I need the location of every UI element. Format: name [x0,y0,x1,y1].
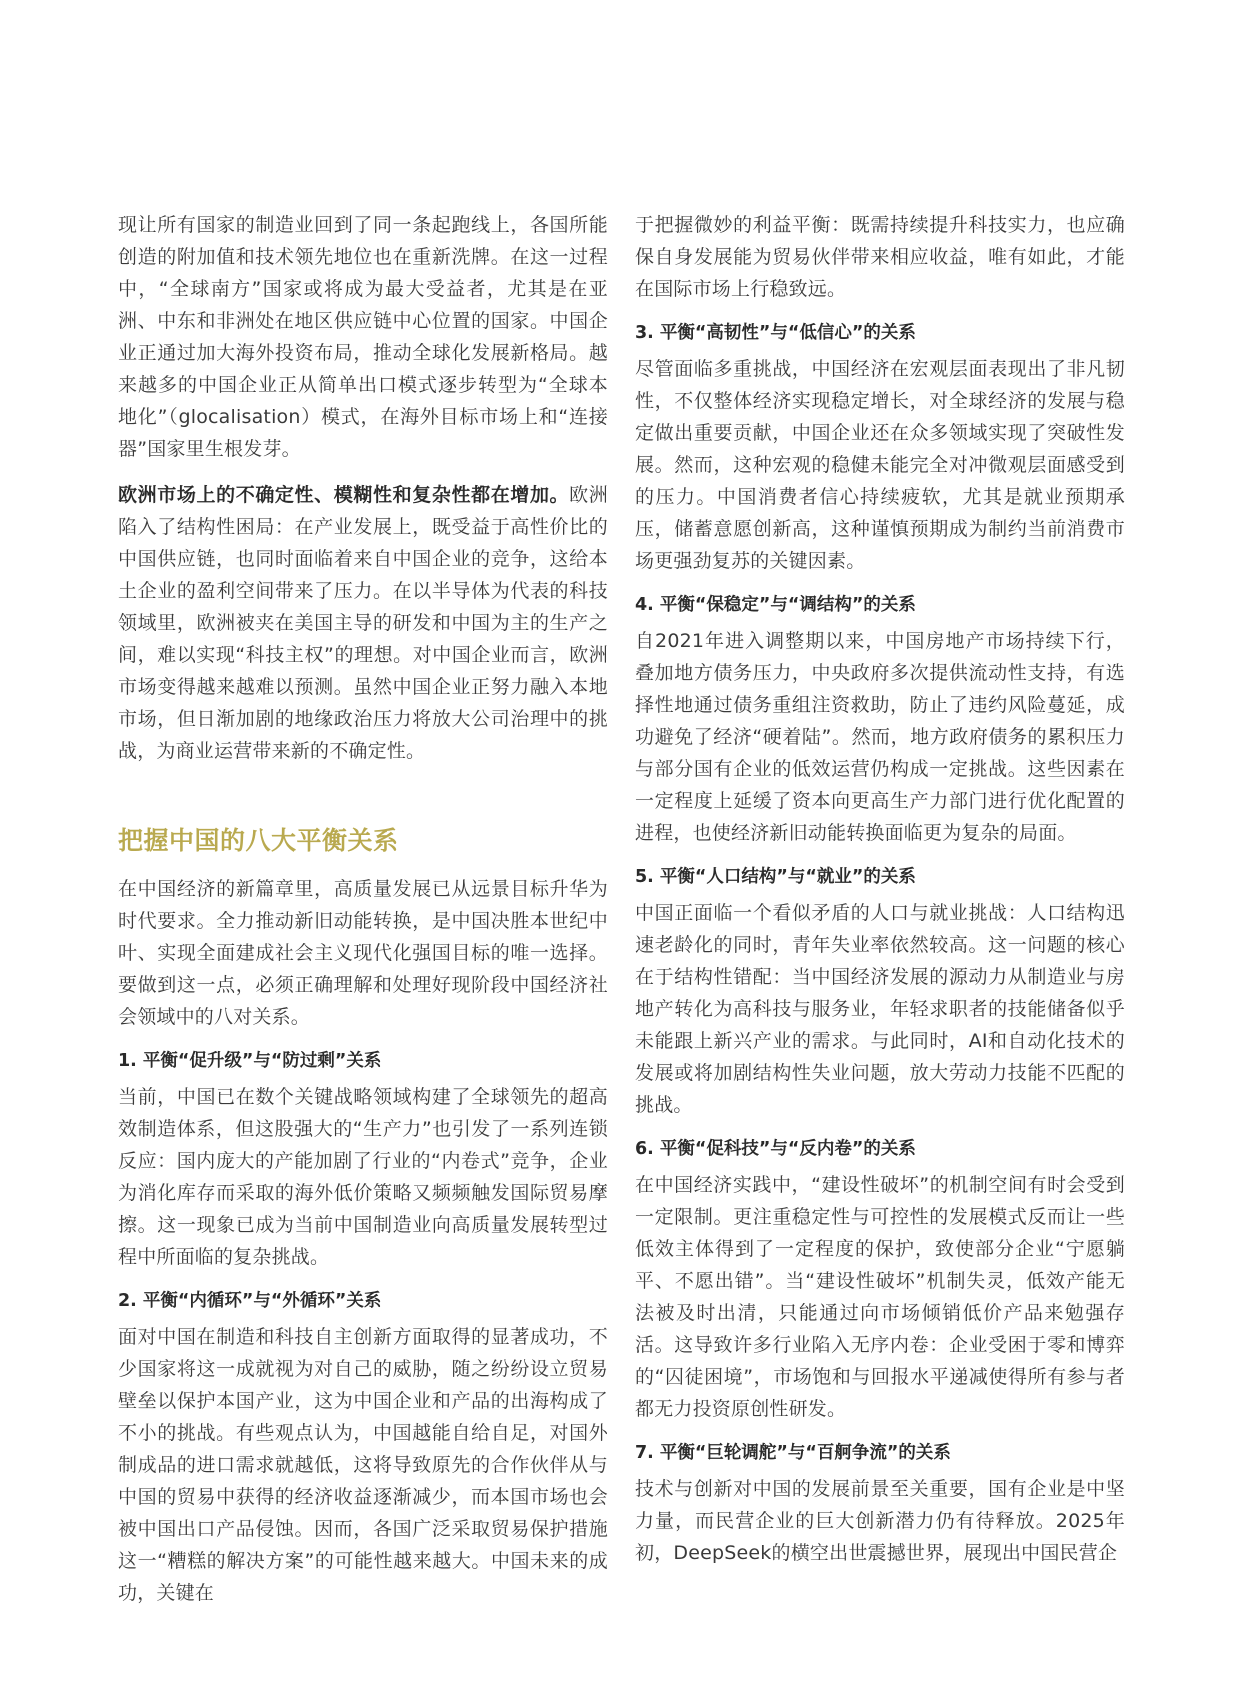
body-paragraph: 当前，中国已在数个关键战略领域构建了全球领先的超高效制造体系，但这股强大的“生产力”也引发了一系列连锁反应：国内庞大的产能加剧了行业的“内卷式”竞争，企业为消化库存而采取的海外低价策略又频频触发国际贸易摩擦。这一现象已成为当前中国制造业向高质量发展转型过程中所面临的复杂挑战。 [118,1086,608,1268]
paragraph-body: 欧洲陷入了结构性困局：在产业发展上，既受益于高性价比的中国供应链，也同时面临着来自中国企业的竞争，这给本土企业的盈利空间带来了压力。在以半导体为代表的科技领域里，欧洲被夹在美国主导的研发和中国为主的生产之间，难以实现“科技主权”的理想。对中国企业而言，欧洲市场变得越来越难以预测。虽然中国企业正努力融入本地市场，但日渐加剧的地缘政治压力将放大公司治理中的挑战，为商业运营带来新的不确定性。 [118,484,608,762]
subheading-2: 2. 平衡“内循环”与“外循环”关系 [118,1291,382,1311]
subheading-5: 5. 平衡“人口结构”与“就业”的关系 [635,867,916,887]
body-paragraph: 面对中国在制造和科技自主创新方面取得的显著成功，不少国家将这一成就视为对自己的威胁，随之纷纷设立贸易壁垒以保护本国产业，这为中国企业和产品的出海构成了不小的挑战。有些观点认为，中国越能自给自足，对国外制成品的进口需求就越低，这将导致原先的合作伙伴从与中国的贸易中获得的经济收益逐渐减少，而本国市场也会被中国出口产品侵蚀。因而，各国广泛采取贸易保护措施这一“糟糕的解决方案”的可能性越来越大。中国未来的成功，关键在 [118,1326,608,1604]
left-column [118,209,608,1623]
body-paragraph: 自2021年进入调整期以来，中国房地产市场持续下行，叠加地方债务压力，中央政府多次提供流动性支持，有选择性地通过债务重组注资救助，防止了违约风险蔓延，成功避免了经济“硬着陆”。然而，地方政府债务的累积压力与部分国有企业的低效运营仍构成一定挑战。这些因素在一定程度上延缓了资本向更高生产力部门进行优化配置的进程，也使经济新旧动能转换面临更为复杂的局面。 [635,630,1125,844]
subheading-3: 3. 平衡“高韧性”与“低信心”的关系 [635,323,916,343]
body-paragraph: 技术与创新对中国的发展前景至关重要，国有企业是中坚力量，而民营企业的巨大创新潜力仍有待释放。2025年初，DeepSeek的横空出世震撼世界，展现出中国民营企 [635,1478,1125,1564]
body-paragraph: 于把握微妙的利益平衡：既需持续提升科技实力，也应确保自身发展能为贸易伙伴带来相应收益，唯有如此，才能在国际市场上行稳致远。 [635,214,1125,300]
body-paragraph: 在中国经济实践中，“建设性破坏”的机制空间有时会受到一定限制。更注重稳定性与可控性的发展模式反而让一些低效主体得到了一定程度的保护，致使部分企业“宁愿躺平、不愿出错”。当“建设性破坏”机制失灵，低效产能无法被及时出清，只能通过向市场倾销低价产品来勉强存活。这导致许多行业陷入无序内卷：企业受困于零和博弈的“囚徒困境”，市场饱和与回报水平递减使得所有参与者都无力投资原创性研发。 [635,1174,1125,1420]
section-title: 把握中国的八大平衡关系 [118,826,399,855]
body-paragraph: 现让所有国家的制造业回到了同一条起跑线上，各国所能创造的附加值和技术领先地位也在重新洗牌。在这一过程中，“全球南方”国家或将成为最大受益者，尤其是在亚洲、中东和非洲处在地区供应链中心位置的国家。中国企业正通过加大海外投资布局，推动全球化发展新格局。越来越多的中国企业正从简单出口模式逐步转型为“全球本地化”（glocalisation）模式，在海外目标市场上和“连接器”国家里生根发芽。 [118,214,608,460]
subheading-6: 6. 平衡“促科技”与“反内卷”的关系 [635,1139,916,1159]
paragraph-lead: 欧洲市场上的不确定性、模糊性和复杂性都在增加。 [118,484,570,506]
body-paragraph: 中国正面临一个看似矛盾的人口与就业挑战：人口结构迅速老龄化的同时，青年失业率依然较高。这一问题的核心在于结构性错配：当中国经济发展的源动力从制造业与房地产转化为高科技与服务业，年轻求职者的技能储备似乎未能跟上新兴产业的需求。与此同时，AI和自动化技术的发展或将加剧结构性失业问题，放大劳动力技能不匹配的挑战。 [635,902,1125,1116]
subheading-4: 4. 平衡“保稳定”与“调结构”的关系 [635,595,916,615]
right-column [635,209,1125,1583]
body-paragraph: 尽管面临多重挑战，中国经济在宏观层面表现出了非凡韧性，不仅整体经济实现稳定增长，对全球经济的发展与稳定做出重要贡献，中国企业还在众多领域实现了突破性发展。然而，这种宏观的稳健未能完全对冲微观层面感受到的压力。中国消费者信心持续疲软，尤其是就业预期承压，储蓄意愿创新高，这种谨慎预期成为制约当前消费市场更强劲复苏的关键因素。 [635,358,1125,572]
section-intro: 在中国经济的新篇章里，高质量发展已从远景目标升华为时代要求。全力推动新旧动能转换，是中国决胜本世纪中叶、实现全面建成社会主义现代化强国目标的唯一选择。要做到这一点，必须正确理解和处理好现阶段中国经济社会领域中的八对关系。 [118,878,608,1028]
subheading-1: 1. 平衡“促升级”与“防过剩”关系 [118,1051,382,1071]
body-paragraph [118,479,608,767]
subheading-7: 7. 平衡“巨轮调舵”与“百舸争流”的关系 [635,1443,951,1463]
